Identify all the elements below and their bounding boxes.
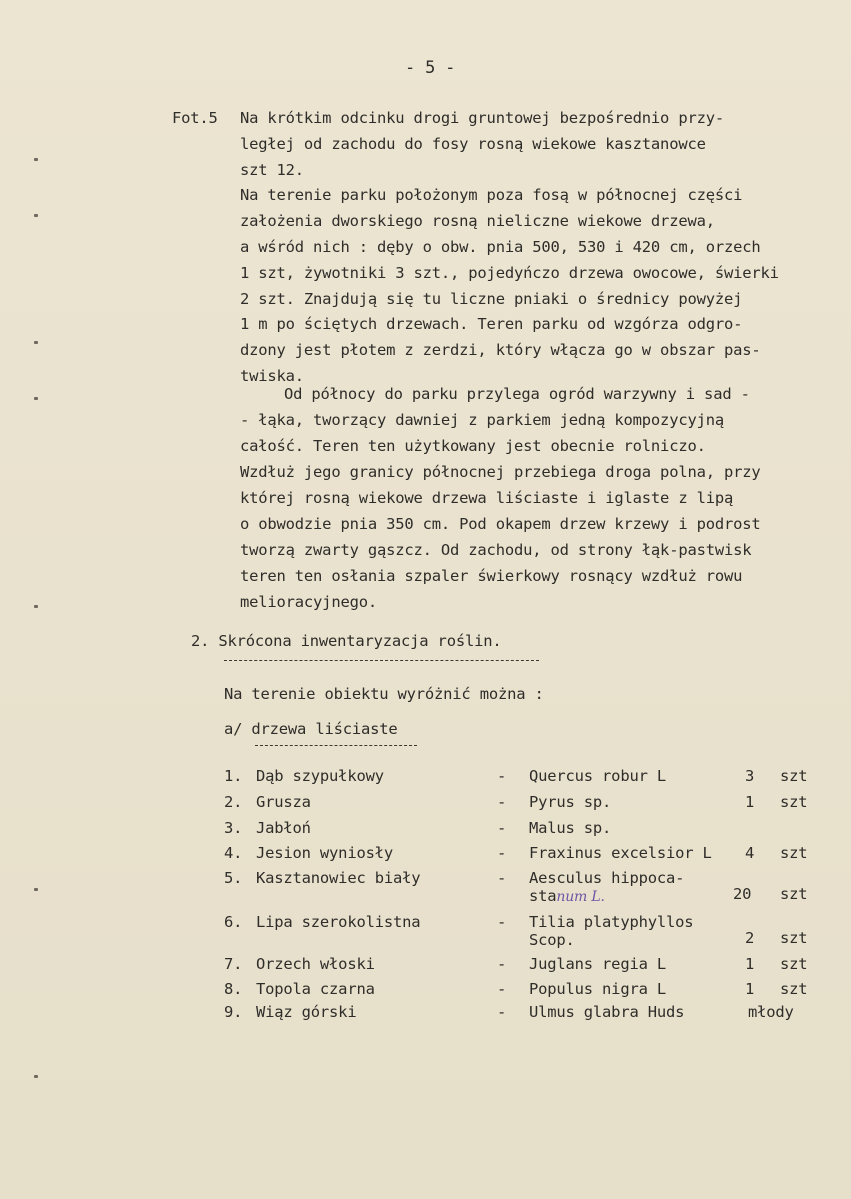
item-number: 3. [224, 819, 243, 837]
text-line: tworzą zwarty gąszcz. Od zachodu, od strony łąk-pastwisk [240, 541, 752, 559]
text-line: Na terenie parku położonym poza fosą w północnej części [240, 186, 743, 205]
item-count: młody [748, 1003, 794, 1021]
punch-mark [34, 397, 38, 400]
item-unit: szt [780, 793, 808, 811]
item-dash: - [497, 869, 507, 887]
punch-mark [34, 214, 38, 217]
text-line: całość. Teren ten użytkowany jest obecnie rolniczo. [240, 437, 706, 455]
text-line: melioracyjnego. [240, 593, 377, 611]
item-latin-name: Pyrus sp. [529, 793, 612, 811]
item-number: 2. [224, 793, 243, 811]
text-line: 1 m po ściętych drzewach. Teren parku od wzgórza odgro- [240, 315, 743, 334]
item-count: 3 [745, 767, 755, 785]
item-unit: szt [780, 980, 808, 998]
item-unit: szt [780, 885, 808, 903]
text-line: Na krótkim odcinku drogi gruntowej bezpośrednio przy- [240, 109, 724, 127]
item-latin-name: Populus nigra L [529, 980, 666, 998]
item-polish-name: Grusza [256, 793, 311, 811]
photo-reference: Fot.5 [172, 109, 218, 127]
item-number: 1. [224, 767, 243, 785]
text-line: 2 szt. Znajdują się tu liczne pniaki o średnicy powyżej [240, 289, 743, 308]
item-number: 6. [224, 913, 243, 931]
item-polish-name: Topola czarna [256, 980, 375, 998]
section-heading: 2. Skrócona inwentaryzacja roślin. [191, 632, 502, 650]
item-latin-name: stanum L. [529, 887, 605, 905]
item-count: 4 [745, 844, 755, 862]
punch-mark [34, 158, 38, 161]
punch-mark [34, 1075, 38, 1078]
item-polish-name: Dąb szypułkowy [256, 767, 384, 785]
item-number: 7. [224, 955, 243, 973]
item-dash: - [497, 980, 507, 998]
item-latin-name: Fraxinus excelsior L [529, 844, 712, 862]
text-line: 1 szt, żywotniki 3 szt., pojedyńczo drzewa owocowe, świerki [240, 263, 779, 282]
item-polish-name: Lipa szerokolistna [256, 913, 421, 931]
item-polish-name: Jabłoń [256, 819, 311, 837]
text-line: ległej od zachodu do fosy rosną wiekowe kasztanowce [240, 134, 706, 153]
text-line: - łąka, tworzący dawniej z parkiem jedną kompozycyjną [240, 411, 724, 429]
item-dash: - [497, 1003, 507, 1021]
heading-underline [224, 660, 539, 661]
punch-mark [34, 605, 38, 608]
punch-mark [34, 341, 38, 344]
text-line: teren ten osłania szpaler świerkowy rosnący wzdłuż rowu [240, 567, 743, 585]
item-latin-name: Malus sp. [529, 819, 612, 837]
intro-text: Na terenie obiektu wyróżnić można : [224, 685, 544, 703]
text-line: dzony jest płotem z zerdzi, który włącza go w obszar pas- [240, 341, 761, 360]
text-line: szt 12. [240, 160, 304, 179]
item-number: 5. [224, 869, 243, 887]
item-unit: szt [780, 929, 808, 947]
item-number: 9. [224, 1003, 243, 1021]
item-polish-name: Wiąz górski [256, 1003, 357, 1021]
item-number: 4. [224, 844, 243, 862]
item-count: 20 [733, 885, 752, 903]
handwritten-note: num L. [556, 889, 605, 905]
item-latin-name: Quercus robur L [529, 767, 666, 785]
text-line: a wśród nich : dęby o obw. pnia 500, 530 i 420 cm, orzech [240, 238, 761, 256]
item-polish-name: Kasztanowiec biały [256, 869, 421, 887]
subheading-underline [255, 745, 417, 746]
punch-mark [34, 888, 38, 891]
item-latin-name: Juglans regia L [529, 955, 666, 973]
item-dash: - [497, 819, 507, 837]
item-unit: szt [780, 955, 808, 973]
text-line: twiska. [240, 367, 304, 385]
text-line: założenia dworskiego rosną nieliczne wiekowe drzewa, [240, 212, 715, 231]
item-latin-name: Aesculus hippoca- [529, 869, 685, 887]
item-latin-name: Tilia platyphyllos [529, 913, 694, 931]
item-dash: - [497, 844, 507, 862]
text-line: której rosną wiekowe drzewa liściaste i iglaste z lipą [240, 489, 734, 507]
item-count: 2 [745, 929, 755, 947]
item-unit: szt [780, 844, 808, 862]
page-number: - 5 - [405, 58, 456, 78]
item-polish-name: Orzech włoski [256, 955, 375, 973]
item-dash: - [497, 793, 507, 811]
item-dash: - [497, 767, 507, 785]
text-line: o obwodzie pnia 350 cm. Pod okapem drzew krzewy i podrost [240, 515, 761, 533]
item-count: 1 [745, 793, 755, 811]
item-count: 1 [745, 980, 755, 998]
item-latin-name: Scop. [529, 931, 575, 949]
item-number: 8. [224, 980, 243, 998]
text-line: Wzdłuż jego granicy północnej przebiega droga polna, przy [240, 463, 761, 481]
item-unit: szt [780, 767, 808, 785]
text-line: Od północy do parku przylega ogród warzywny i sad - [284, 385, 750, 403]
item-count: 1 [745, 955, 755, 973]
item-polish-name: Jesion wyniosły [256, 844, 393, 862]
subheading: a/ drzewa liściaste [224, 720, 398, 738]
item-dash: - [497, 913, 507, 931]
item-dash: - [497, 955, 507, 973]
item-latin-name: Ulmus glabra Huds [529, 1003, 685, 1021]
